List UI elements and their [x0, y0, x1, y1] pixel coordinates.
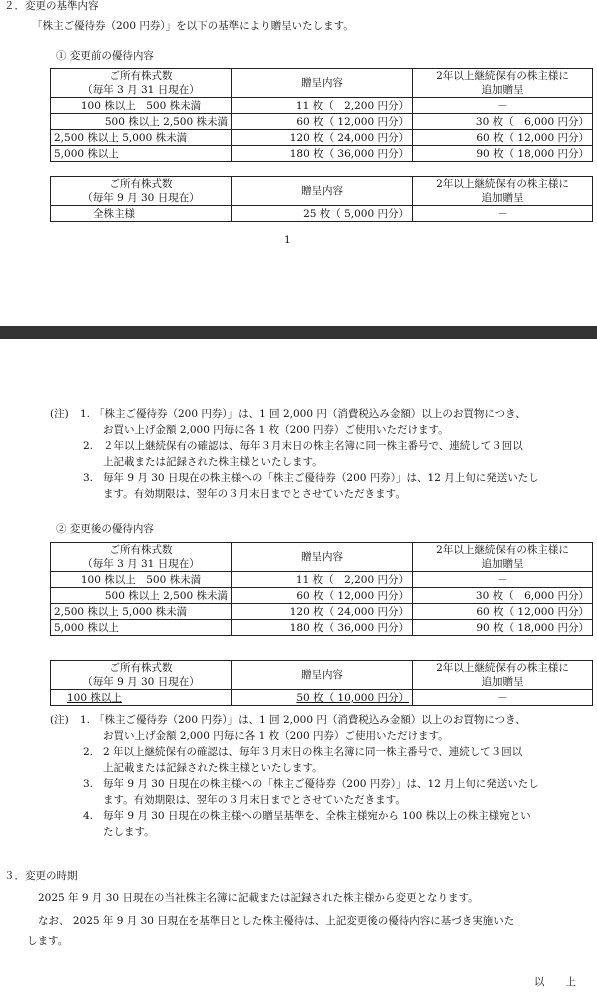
section3-paragraph: します。 [27, 935, 69, 947]
section2-heading: ２．変更の基準内容 [4, 0, 99, 12]
header-additional: 2年以上継続保有の株主様に 追加贈呈 [413, 661, 593, 690]
note-number: 1. [80, 408, 91, 420]
cell-shares: 5,000 株以上 [51, 146, 232, 162]
cell-additional: － [413, 690, 593, 706]
note-number: 3. [83, 778, 94, 790]
table-row [51, 98, 593, 114]
table-row [51, 206, 593, 222]
table-row [51, 146, 593, 162]
cell-additional: － [413, 572, 593, 588]
note-text: 上記載または記録された株主様といたします。 [103, 456, 323, 468]
cell-gift: 120 枚（ 24,000 円分） [232, 130, 413, 146]
note-text: お買い上げ金額 2,000 円毎に各 1 枚（200 円券）ご使用いただけます。 [103, 424, 449, 436]
note-item [50, 406, 590, 438]
after-march-table [50, 542, 593, 636]
notes-before [50, 406, 590, 502]
section2-intro: 「株主ご優待券（200 円券）」を以下の基準により贈呈いたします。 [32, 20, 354, 32]
cell-additional: － [413, 206, 593, 222]
note-text: 毎年 9 月 30 日現在の株主様への「株主ご優待券（200 円券）」は、12 月上旬に発送いたし [103, 472, 539, 484]
note-text: 毎年 9 月 30 日現在の株主様への「株主ご優待券（200 円券）」は、12 月上旬に発送いたし [103, 778, 539, 790]
header-shares: ご所有株式数 （毎年 9 月 30 日現在） [51, 177, 232, 206]
note-text: ２年以上継続保有の確認は、毎年３月末日の株主名簿に同一株主番号で、連続して３回以 [103, 440, 523, 452]
table-header-row [51, 69, 593, 98]
table-row [51, 604, 593, 620]
table-row [51, 130, 593, 146]
table-header-row [51, 661, 593, 690]
cell-shares: 2,500 株以上 5,000 株未満 [51, 130, 232, 146]
header-shares: ご所有株式数 （毎年 9 月 30 日現在） [51, 661, 232, 690]
cell-shares: 100 株以上 [51, 690, 232, 706]
header-gift: 贈呈内容 [232, 69, 413, 98]
note-number: 3. [83, 472, 94, 484]
cell-gift: 25 枚（ 5,000 円分） [232, 206, 413, 222]
cell-gift: 120 枚（ 24,000 円分） [232, 604, 413, 620]
note-item [50, 470, 590, 502]
cell-gift: 50 枚（ 10,000 円分） [232, 690, 413, 706]
cell-additional: 30 枚（ 6,000 円分） [413, 588, 593, 604]
page-divider [0, 326, 597, 339]
note-text: たします。 [103, 826, 155, 838]
after-title: ② 変更後の優待内容 [56, 523, 154, 535]
cell-shares: 全株主様 [51, 206, 232, 222]
cell-shares: 500 株以上 2,500 株未満 [51, 114, 232, 130]
header-shares: ご所有株式数 （毎年 3 月 31 日現在） [51, 543, 232, 572]
note-number: 2. [83, 746, 94, 758]
table-row [51, 114, 593, 130]
table-row [51, 572, 593, 588]
section3-paragraph: 2025 年 9 月 30 日現在の当社株主名簿に記載または記録された株主様から変更となります。 [38, 892, 479, 904]
table-row [51, 620, 593, 636]
notes-after [50, 712, 590, 840]
note-prefix: (注) [50, 714, 69, 726]
closing-mark: 以 上 [534, 976, 576, 988]
cell-additional: － [413, 98, 593, 114]
cell-shares: 100 株以上 500 株未満 [51, 98, 232, 114]
note-text: ます。有効期限は、翌年の３月末日までとさせていただきます。 [103, 794, 406, 806]
cell-additional: 90 枚（ 18,000 円分） [413, 620, 593, 636]
note-text: 上記載または記録された株主様といたします。 [103, 762, 323, 774]
note-text: お買い上げ金額 2,000 円毎に各 1 枚（200 円券）ご使用いただけます。 [103, 730, 449, 742]
header-gift: 贈呈内容 [232, 177, 413, 206]
cell-shares: 5,000 株以上 [51, 620, 232, 636]
note-text: 「株主ご優待券（200 円券）」は、1 回 2,000 円（消費税込み金額）以上のお買物につき、 [94, 408, 526, 420]
table-row [51, 588, 593, 604]
cell-gift: 11 枚（ 2,200 円分） [232, 98, 413, 114]
table-header-row [51, 543, 593, 572]
page-number: 1 [284, 234, 291, 246]
cell-shares: 100 株以上 500 株未満 [51, 572, 232, 588]
after-sept-table [50, 660, 593, 706]
header-additional: 2年以上継続保有の株主様に 追加贈呈 [413, 543, 593, 572]
section3-heading: ３．変更の時期 [4, 870, 78, 882]
header-shares: ご所有株式数 （毎年 3 月 31 日現在） [51, 69, 232, 98]
cell-additional: 90 枚（ 18,000 円分） [413, 146, 593, 162]
note-number: 2. [83, 440, 94, 452]
table-header-row [51, 177, 593, 206]
note-text: 「株主ご優待券（200 円券）」は、1 回 2,000 円（消費税込み金額）以上のお買物につき、 [94, 714, 526, 726]
note-item [50, 438, 590, 470]
section3-paragraph: なお、 2025 年 9 月 30 日現在を基準日とした株主優待は、上記変更後の優待内容に基づき実施いた [38, 915, 515, 927]
before-sept-table [50, 176, 593, 222]
note-item [50, 776, 590, 808]
cell-gift: 11 枚（ 2,200 円分） [232, 572, 413, 588]
cell-gift: 60 枚（ 12,000 円分） [232, 114, 413, 130]
note-number: 1. [80, 714, 91, 726]
note-item [50, 808, 590, 840]
cell-gift: 180 枚（ 36,000 円分） [232, 620, 413, 636]
cell-shares: 2,500 株以上 5,000 株未満 [51, 604, 232, 620]
note-item [50, 712, 590, 744]
note-text: ます。有効期限は、翌年の３月末日までとさせていただきます。 [103, 488, 406, 500]
note-item [50, 744, 590, 776]
before-title: ① 変更前の優待内容 [56, 50, 154, 62]
cell-gift: 180 枚（ 36,000 円分） [232, 146, 413, 162]
note-number: 4. [83, 810, 94, 822]
note-prefix: (注) [50, 408, 69, 420]
cell-additional: 30 枚（ 6,000 円分） [413, 114, 593, 130]
cell-shares: 500 株以上 2,500 株未満 [51, 588, 232, 604]
note-text: 2 年以上継続保有の確認は、毎年３月末日の株主名簿に同一株主番号で、連続して３回以 [103, 746, 523, 758]
header-additional: 2年以上継続保有の株主様に 追加贈呈 [413, 177, 593, 206]
table-row [51, 690, 593, 706]
cell-gift: 60 枚（ 12,000 円分） [232, 588, 413, 604]
header-gift: 贈呈内容 [232, 661, 413, 690]
header-gift: 贈呈内容 [232, 543, 413, 572]
before-march-table [50, 68, 593, 162]
cell-additional: 60 枚（ 12,000 円分） [413, 604, 593, 620]
cell-additional: 60 枚（ 12,000 円分） [413, 130, 593, 146]
note-text: 毎年 9 月 30 日現在の株主様への贈呈基準を、全株主様宛から 100 株以上の株主様宛とい [103, 810, 531, 822]
header-additional: 2年以上継続保有の株主様に 追加贈呈 [413, 69, 593, 98]
